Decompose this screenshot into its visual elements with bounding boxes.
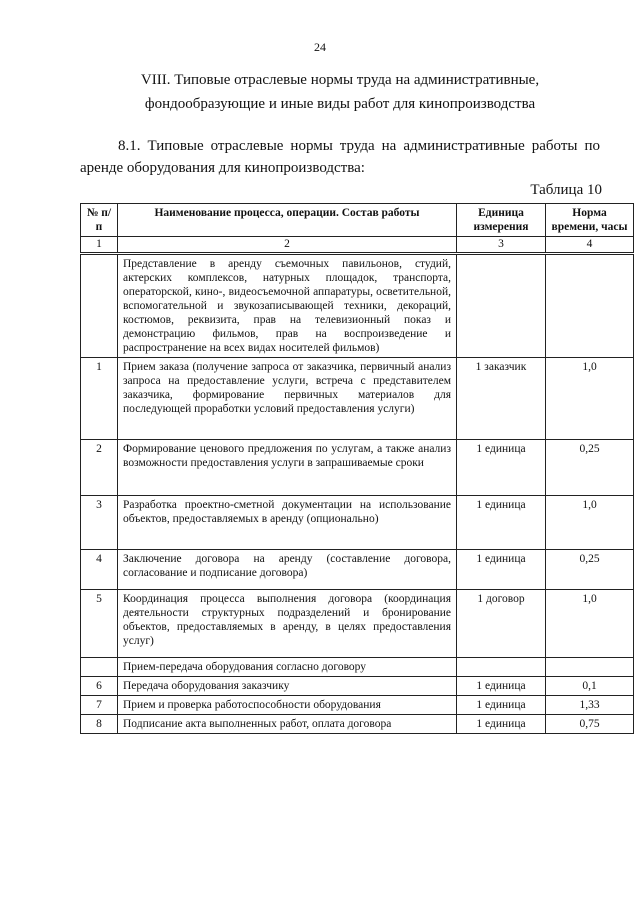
row-name: Заключение договора на аренду (составление договора, согласование и подписание договора)	[118, 550, 457, 590]
section-title: Прием-передача оборудования согласно договору	[118, 658, 457, 677]
empty-cell	[81, 658, 118, 677]
row-norm: 0,25	[546, 440, 634, 496]
row-name: Передача оборудования заказчику	[118, 677, 457, 696]
section-row	[81, 658, 634, 677]
row-name: Координация процесса выполнения договора (координация деятельности структурных подразделений и бронирование объектов, предоставляемых в аренду, в целях предоставления услуг)	[118, 590, 457, 658]
empty-cell	[457, 254, 546, 358]
row-unit: 1 единица	[457, 550, 546, 590]
table-row	[81, 550, 634, 590]
row-norm: 1,33	[546, 696, 634, 715]
row-num: 8	[81, 715, 118, 734]
row-norm: 1,0	[546, 358, 634, 440]
row-unit: 1 договор	[457, 590, 546, 658]
section-heading-line-1: VIII. Типовые отраслевые нормы труда на административные,	[140, 72, 540, 88]
column-number: 1	[81, 237, 118, 254]
table-row	[81, 715, 634, 734]
row-unit: 1 единица	[457, 715, 546, 734]
column-numbering-row	[81, 237, 634, 254]
intro-paragraph: 8.1. Типовые отраслевые нормы труда на административные работы по аренде оборудования для кинопроизводства:	[80, 138, 600, 176]
section-title: Представление в аренду съемочных павильонов, студий, актерских комплексов, натурных площадок, транспорта, операторской, кино-, видеосъемочной аппаратуры, осветительной, вспомогательной и звукозаписывающей техники, декораций, костюмов, реквизита, прав на телевизионный показ и демонстрацию фильмов, прав на воспроизведение и распространение на всех видах носителей фильмов)	[118, 254, 457, 358]
section-heading	[80, 68, 600, 116]
row-num: 5	[81, 590, 118, 658]
row-unit: 1 заказчик	[457, 358, 546, 440]
table-row	[81, 590, 634, 658]
row-name: Формирование ценового предложения по услугам, а также анализ возможности предоставления услуги в запрашиваемые сроки	[118, 440, 457, 496]
row-norm: 0,1	[546, 677, 634, 696]
header-name: Наименование процесса, операции. Состав работы	[118, 204, 457, 237]
section-heading-line-2: фондообразующие и иные виды работ для кинопроизводства	[144, 96, 536, 112]
row-norm: 0,25	[546, 550, 634, 590]
row-name: Прием заказа (получение запроса от заказчика, первичный анализ запроса на предоставление услуги, встреча с представителем заказчика, формирование первичных материалов для последующей проработки условий предоставления услуги)	[118, 358, 457, 440]
header-num: № п/п	[81, 204, 118, 237]
table-caption: Таблица 10	[530, 182, 602, 198]
row-name: Разработка проектно-сметной документации на использование объектов, предоставляемых в аренду (опционально)	[118, 496, 457, 550]
row-name: Прием и проверка работоспособности оборудования	[118, 696, 457, 715]
empty-cell	[457, 658, 546, 677]
table-row	[81, 358, 634, 440]
row-unit: 1 единица	[457, 496, 546, 550]
table-row	[81, 496, 634, 550]
row-num: 4	[81, 550, 118, 590]
row-num: 3	[81, 496, 118, 550]
table-row	[81, 440, 634, 496]
header-unit: Единица измерения	[457, 204, 546, 237]
row-norm: 0,75	[546, 715, 634, 734]
section-row	[81, 254, 634, 358]
row-num: 7	[81, 696, 118, 715]
header-norm: Норма времени, часы	[546, 204, 634, 237]
row-unit: 1 единица	[457, 440, 546, 496]
empty-cell	[546, 658, 634, 677]
row-unit: 1 единица	[457, 677, 546, 696]
column-number: 2	[118, 237, 457, 254]
row-num: 2	[81, 440, 118, 496]
row-norm: 1,0	[546, 496, 634, 550]
row-name: Подписание акта выполненных работ, оплата договора	[118, 715, 457, 734]
norms-table	[80, 203, 634, 734]
table-row	[81, 677, 634, 696]
row-num: 1	[81, 358, 118, 440]
empty-cell	[81, 254, 118, 358]
empty-cell	[546, 254, 634, 358]
row-unit: 1 единица	[457, 696, 546, 715]
table-header-row	[81, 204, 634, 237]
column-number: 4	[546, 237, 634, 254]
page-number: 24	[314, 40, 326, 54]
row-num: 6	[81, 677, 118, 696]
column-number: 3	[457, 237, 546, 254]
table-row	[81, 696, 634, 715]
row-norm: 1,0	[546, 590, 634, 658]
